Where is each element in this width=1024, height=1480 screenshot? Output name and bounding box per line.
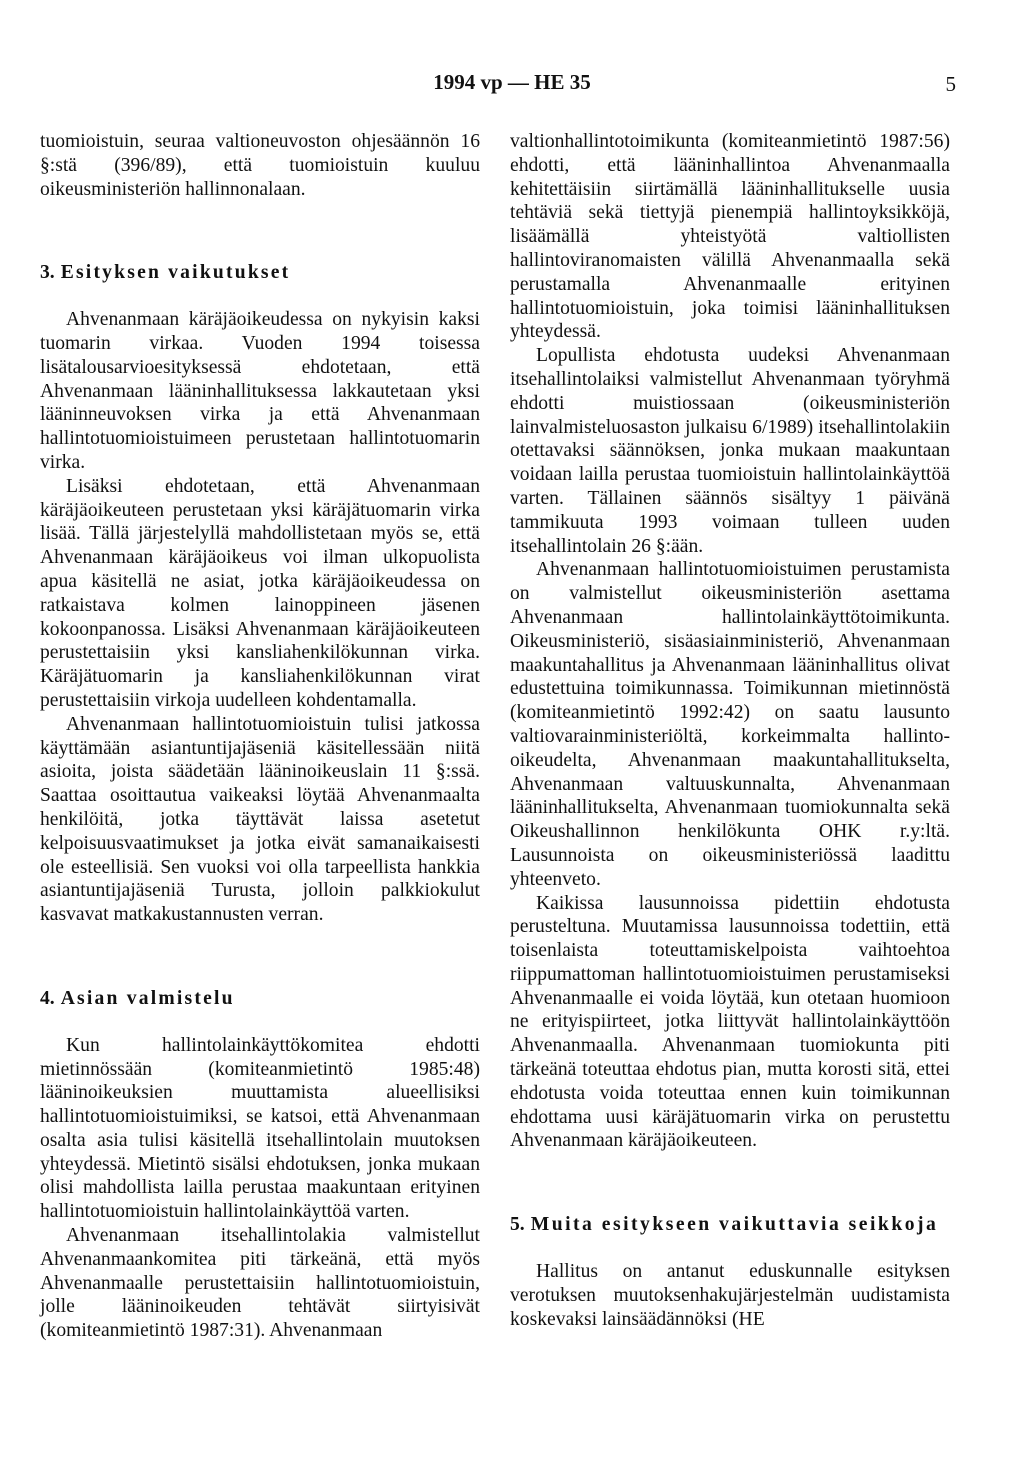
paragraph-3: Kaikissa lausunnoissa pidettiin ehdotusta perusteltuna. Muutamissa lausunnoissa todettiin, että toisenlaista toteuttamiskelpoista vaihtoehtoa riippumattoman hallintotuomioistuimen perustamiseksi Ahvenanmaalle ei voida löytää, kun otetaan huomioon ne erityispiirteet, jotka liittyvät hallintolainkäyttöön Ahvenanmaalla. Ahvenanmaan tuomiokunta piti tärkeänä toteuttaa ehdotus pian, mutta korosti sitä, ettei ehdotusta voida toteuttaa ennen kuin toimikunnan ehdottama uusi käräjätuomarin virka on perustettu Ahvenanmaan käräjäoikeuteen. bbox=[510, 892, 950, 1152]
right-column bbox=[510, 130, 950, 1332]
section-4-paragraph-2: Ahvenanmaan itsehallintolakia valmistellut Ahvenanmaankomitea piti tärkeänä, että myös Ahvenanmaalle perustettaisiin hallintotuomioistuin, jolle lääninoikeuden tehtävät siirtyisivät (komiteanmietintö 1987:31). Ahvenanmaan bbox=[40, 1225, 480, 1342]
running-header bbox=[0, 70, 1024, 100]
section-4-number: 4. bbox=[40, 987, 55, 1009]
section-3-heading bbox=[40, 261, 480, 285]
section-4-paragraph-1: Kun hallintolainkäyttökomitea ehdotti mietinnössään (komiteanmietintö 1985:48) lääninoikeuksien muuttamista alueellisiksi hallintotuomioistuimiksi, se katsoi, että Ahvenanmaan osalta asia tulisi käsitellä itsehallintolain muutoksen yhteydessä. Mietintö sisälsi ehdotuksen, jonka mukaan olisi mahdollista lailla perustaa maakuntaan erityinen hallintotuomioistuin hallintolainkäyttöä varten. bbox=[40, 1034, 480, 1223]
section-5-paragraph-1: Hallitus on antanut eduskunnalle esityksen verotuksen muutoksenhakujärjestelmän uudistamista koskevaksi lainsäädännöksi (HE bbox=[510, 1261, 950, 1330]
section-3-paragraph-3: Ahvenanmaan hallintotuomioistuin tulisi jatkossa käyttämään asiantuntijajäseniä käsitellessään niitä asioita, joista säädetään lääninoikeuslain 11 §:ssä. Saattaa osoittautua vaikeaksi löytää Ahvenanmaalta henkilöitä, jotka täyttävät laissa asetetut kelpoisuusvaatimukset ja jotka eivät samanaikaisesti ole esteellisiä. Sen vuoksi voi olla tarpeellista hankkia asiantuntijajäseniä Turusta, jolloin palkkiokulut kasvavat matkakustannusten verran. bbox=[40, 713, 480, 926]
paragraph-1: Lopullista ehdotusta uudeksi Ahvenanmaan itsehallintolaiksi valmistellut Ahvenanmaan työryhmä ehdotti muistiossaan (oikeusministeriön lainvalmisteluosaston julkaisu 6/1989) itsehallintolakiin otettavaksi säännöksen, jonka mukaan maakuntaan voidaan lailla perustaa tuomioistuin hallintolainkäyttöä varten. Tällainen säännös sisältyy 1 päivänä tammikuuta 1993 voimaan tulleen uuden itsehallintolain 26 §:ään. bbox=[510, 345, 950, 557]
left-column bbox=[40, 130, 480, 1343]
section-5-number: 5. bbox=[510, 1214, 525, 1236]
section-4-title: Asian valmistelu bbox=[60, 987, 235, 1009]
section-4-heading bbox=[40, 987, 480, 1011]
section-5-heading bbox=[510, 1213, 950, 1237]
paragraph-continued: valtionhallintotoimikunta (komiteanmietintö 1987:56) ehdotti, että lääninhallintoa Ahvenanmaalla kehitettäisiin siirtämällä lääninhallitukselle uusia tehtäviä sekä tiettyjä pienempiä hallintoyksikköjä, lisäämällä yhteistyötä valtiollisten hallintoviranomaisten välillä Ahvenanmaalla sekä perustamalla Ahvenanmaalle erityinen hallintotuomioistuin, joka toimisi lääninhallituksen yhteydessä. bbox=[510, 131, 950, 343]
section-5-title: Muita esitykseen vaikuttavia seikkoja bbox=[530, 1214, 939, 1236]
paragraph-intro: tuomioistuin, seuraa valtioneuvoston ohjesäännön 16 §:stä (396/89), että tuomioistuin kuuluu oikeusministeriön hallinnonalaan. bbox=[40, 131, 480, 200]
section-3-paragraph-1: Ahvenanmaan käräjäoikeudessa on nykyisin kaksi tuomarin virkaa. Vuoden 1994 toisessa lisätalousarvioesityksessä ehdotetaan, että Ahvenanmaan lääninhallituksessa lakkautetaan yksi lääninneuvoksen virka ja että Ahvenanmaan hallintotuomioistuimeen perustetaan hallintotuomarin virka. bbox=[40, 309, 480, 473]
running-title: 1994 vp — HE 35 bbox=[433, 70, 591, 94]
page-number: 5 bbox=[945, 72, 956, 96]
section-3-number: 3. bbox=[40, 262, 55, 284]
paragraph-2: Ahvenanmaan hallintotuomioistuimen perustamista on valmistellut oikeusministeriön asettama Ahvenanmaan hallintolainkäyttötoimikunta. Oikeusministeriö, sisäasiainministeriö, Ahvenanmaan maakuntahallitus ja Ahvenanmaan lääninhallitus olivat edustettuina toimikunnassa. Toimikunnan mietinnöstä (komiteanmietintö 1992:42) on saatu lausunto valtiovarainministeriöltä, korkeimmalta hallinto-oikeudelta, Ahvenanmaan maakuntahallitukselta, Ahvenanmaan valtuuskunnalta, Ahvenanmaan lääninhallitukselta, Ahvenanmaan tuomiokunnalta sekä Oikeushallinnon henkilökunta OHK r.y:ltä. Lausunnoista on oikeusministeriössä laadittu yhteenveto. bbox=[510, 559, 950, 890]
section-3-paragraph-2: Lisäksi ehdotetaan, että Ahvenanmaan käräjäoikeuteen perustetaan yksi käräjätuomarin virka lisää. Tällä järjestelyllä mahdollistetaan myös se, että Ahvenanmaan käräjäoikeus voi ilman ulkopuolista apua käsitellä ne asiat, jotka käräjäoikeudessa on ratkaistava kolmen lainoppineen jäsenen kokoonpanossa. Lisäksi Ahvenanmaan käräjäoikeuteen perustettaisiin yksi kansliahenkilökunnan virka. Käräjätuomarin ja kansliahenkilökunnan virat perustettaisiin virkoja uudelleen kohdentamalla. bbox=[40, 475, 480, 711]
section-3-title: Esityksen vaikutukset bbox=[60, 262, 291, 284]
